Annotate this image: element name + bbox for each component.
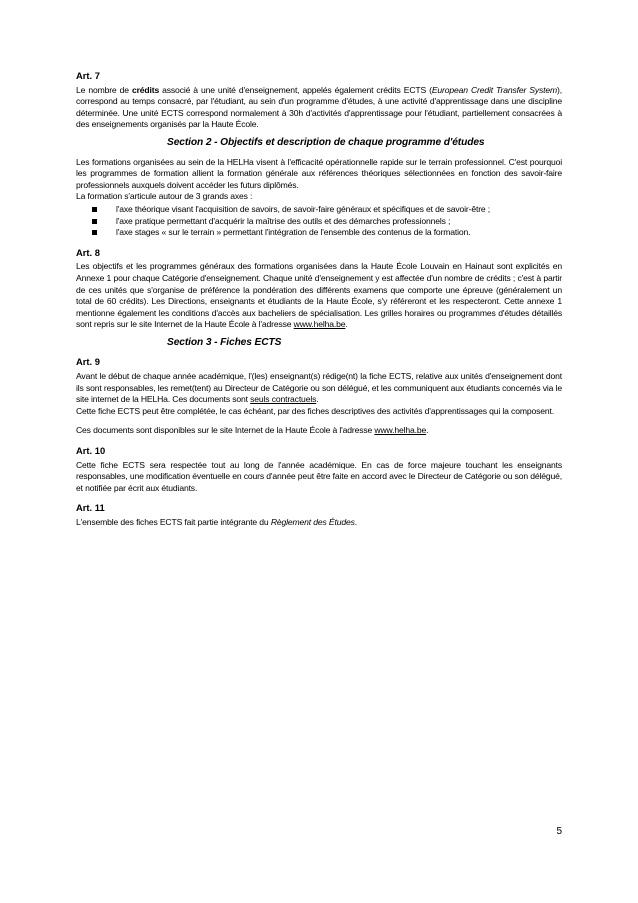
list-item [76,216,562,228]
square-bullet-icon [92,219,97,224]
section2-title: Section 2 - Objectifs et description de chaque programme d'études [167,136,485,148]
art9-paragraph-2: Cette fiche ECTS peut être complétée, le cas échéant, par des fiches descriptives des activités d'apprentissages qui la composent. [76,405,554,416]
reglement-title: Règlement des Études [270,517,355,527]
art9-text-3-end: . [426,425,429,436]
art8-text: Les objectifs et les programmes généraux des formations organisées dans la Haute École Louvain en Hainaut sont explicités en Annexe 1 pour chaque Catégorie d'enseignement. Chaque unité d'enseignement y est affectée d'un nombre de crédits ; c'est à partir de ces unités que s'organise de préférence la pondération des différents examens que comporte une épreuve (généralement un total de 60 crédits). Les Directions, enseignants et étudiants de la Haute École, s'y référeront et les respecteront. Cette annexe 1 mentionne également les conditions d'accès aux bacheliers de spécialisation. Les grilles horaires ou programmes d'études détaillés sont repris sur le site Internet de la Haute École à l'adresse [76,261,562,330]
art9-paragraph-3 [76,425,562,437]
art11-paragraph [76,517,562,529]
art10-paragraph: Cette fiche ECTS sera respectée tout au long de l'année académique. En cas de force majeure touchant les enseignants responsables, une modification éventuelle en cours d'année peut être faite en accord avec le Directeur de Catégorie ou son délégué, et notifiée par écrit aux étudiants. [76,459,562,493]
art9-text-3: Ces documents sont disponibles sur le site Internet de la Haute École à l'adresse [76,425,375,436]
art11-text-end: . [354,517,358,527]
art9-contractual-emphasis: seuls contractuels [250,394,317,405]
art8-paragraph [76,261,562,331]
list-item [76,227,562,239]
section2-paragraph-1: Les formations organisées au sein de la HELHa visent à l'efficacité opérationnelle rapide sur le terrain professionnel. C'est pourquoi les programmes de formation allient la formation générale aux références théoriques sélectionnées en fonction des savoir-faire professionnels auxquels doivent accéder les futurs diplômés. [76,156,562,190]
square-bullet-icon [92,207,97,212]
art7-text-e: ), correspond au temps consacré, par l'étudiant, au sein d'un programme d'études, à une activité d'apprentissage dans une discipline déterminée. Une unité ECTS correspond normalement à 30h d'activités d'apprentissage pour l'étudiant, partiellement consacrées à des enseignements organisés par la Haute École. [76,84,562,130]
bullet-text: l'axe stages « sur le terrain » permettant l'intégration de l'ensemble des contenus de la formation. [116,227,471,238]
section2-paragraph-2: La formation s'articule autour de 3 grands axes : [76,191,253,202]
helha-link[interactable]: www.helha.be [374,425,427,436]
art7-ects-expansion: European Credit Transfer System [431,84,558,95]
art9-text: Avant le début de chaque année académique, l'(les) enseignant(s) rédige(nt) la fiche ECTS, relative aux unités d'enseignement dont ils sont responsables, les remet(tent) au Directeur de Catégorie ou son délégué, et les communiquent aux étudiants concernés via le site internet de la HELHa. Ces documents sont [76,371,562,405]
art8-title: Art. 8 [76,246,100,258]
art8-text-end: . [345,319,348,330]
bullet-text: l'axe théorique visant l'acquisition de savoirs, de savoir-faire généraux et spécifiques et de savoir-être ; [116,203,491,214]
art9-text-end: . [316,394,319,405]
bullet-text: l'axe pratique permettant d'acquérir la maîtrise des outils et des démarches professionnels ; [116,215,451,226]
page-content [76,70,562,529]
art7-credits-term: crédits [131,84,160,95]
section3-title: Section 3 - Fiches ECTS [167,336,282,348]
art7-text-a: Le nombre de [76,84,132,95]
page-number: 5 [556,826,562,837]
art11-text: L'ensemble des fiches ECTS fait partie intégrante du [76,517,271,527]
helha-link[interactable]: www.helha.be [293,319,346,330]
section2-bullet-list [76,204,562,239]
square-bullet-icon [92,230,97,235]
art7-title: Art. 7 [76,70,100,81]
art10-title: Art. 10 [76,445,106,457]
art9-paragraph-1 [76,371,562,406]
art9-title: Art. 9 [76,356,100,368]
art11-title: Art. 11 [76,502,105,514]
list-item [76,204,562,216]
art7-paragraph [76,85,562,131]
art7-text-c: associé à une unité d'enseignement, appelés également crédits ECTS ( [159,84,432,95]
